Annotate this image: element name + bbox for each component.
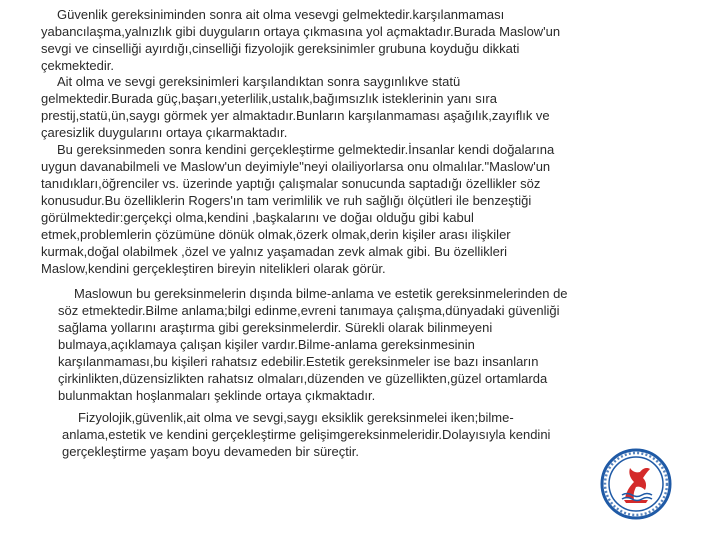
paragraph-belonging-love [41, 6, 611, 74]
text-line: Ait olma ve sevgi gereksinimleri karşılandıktan sonra saygınlıkve statü [57, 74, 461, 89]
text-line: çekmektedir. [41, 58, 114, 73]
text-line: prestij,statü,ün,saygı görmek yer almaktadır.Bunların karşılanmaması aşağılık,zayıflık ve [41, 108, 550, 123]
text-line: sevgi ve cinselliği ayırdığı,cinselliği fizyolojik gereksinimler grubuna koyduğu dikkati [41, 41, 520, 56]
paragraph-summary [62, 409, 622, 460]
text-line: karşılanmaması,bu kişileri rahatsız edebilir.Estetik gereksinmeler ise bazı insanların [58, 354, 539, 369]
text-line: görülmektedir:gerçekçi olma,kendini ,başkalarını ve doğaı olduğu gibi kabul [41, 210, 474, 225]
text-line: konusudur.Bu özelliklerin Rogers'ın tam verimlilik ve ruh sağlığı ölçütleri ile benzeştiği [41, 193, 532, 208]
text-line: söz etmektedir.Bilme anlama;bilgi edinme,evreni tanımaya çalışma,dünyadaki güvenliği [58, 303, 560, 318]
text-line: gerçekleştirme yaşam boyu devameden bir süreçtir. [62, 444, 359, 459]
university-seal-graphic [600, 448, 672, 520]
paragraph-knowing-aesthetic [58, 285, 618, 404]
text-line: bulunmaktan hoşlanmaları şeklinde ortaya çıkmaktadır. [58, 388, 376, 403]
text-line: kurmak,doğal olabilmek ,özel ve yalnız yaşamadan zevk almak gibi. Bu özellikleri [41, 244, 508, 259]
text-line: sağlama yollarını araştırma gibi gereksinmelerdir. Sürekli olarak bilinmeyeni [58, 320, 493, 335]
text-line: tanıdıkları,öğrenciler vs. üzerinde yaptığı çalışmalar sonucunda saptadığı özellikler söz [41, 176, 541, 191]
text-line: uygun davanabilmeli ve Maslow'un deyimiyle"neyi olailiyorlarsa onu olmalılar."Maslow'un [41, 159, 551, 174]
text-line: yabancılaşma,yalnızlık gibi duyguların ortaya çıkmasına yol açmaktadır.Burada Maslow'un [41, 24, 561, 39]
text-line: etmek,problemlerin çözümüne dönük olmak,özerk olmak,derin kişiler arası ilişkiler [41, 227, 511, 242]
text-line: anlama,estetik ve kendini gerçekleştirme gelişimgereksinmeleridir.Dolayısıyla kendini [62, 427, 551, 442]
university-seal-icon [600, 448, 672, 520]
text-line: Maslowun bu gereksinmelerin dışında bilme-anlama ve estetik gereksinmelerinden de [74, 286, 568, 301]
text-line: Güvenlik gereksiniminden sonra ait olma vesevgi gelmektedir.karşılanmaması [57, 7, 505, 22]
text-line: çirkinlikten,düzensizlikten rahatsız olmaları,düzenden ve güzellikten,güzel ortamlarda [58, 371, 548, 386]
text-line: çaresizlik duygularını ortaya çıkarmaktadır. [41, 125, 288, 140]
text-line: bulmaya,açıklamaya çalışan kişiler vardır.Bilme-anlama gereksinmesinin [58, 337, 475, 352]
paragraph-self-actualization [41, 141, 611, 277]
text-line: Bu gereksinmeden sonra kendini gerçekleştirme gelmektedir.İnsanlar kendi doğalarına [57, 142, 555, 157]
text-line: Fizyolojik,güvenlik,ait olma ve sevgi,saygı eksiklik gereksinmelei iken;bilme- [78, 410, 514, 425]
text-line: gelmektedir.Burada güç,başarı,yeterlilik,ustalık,bağımsızlık isteklerinin yanı sıra [41, 91, 497, 106]
paragraph-esteem-status [41, 73, 611, 141]
text-line: Maslow,kendini gerçekleştiren bireyin nitelikleri olarak görür. [41, 261, 386, 276]
